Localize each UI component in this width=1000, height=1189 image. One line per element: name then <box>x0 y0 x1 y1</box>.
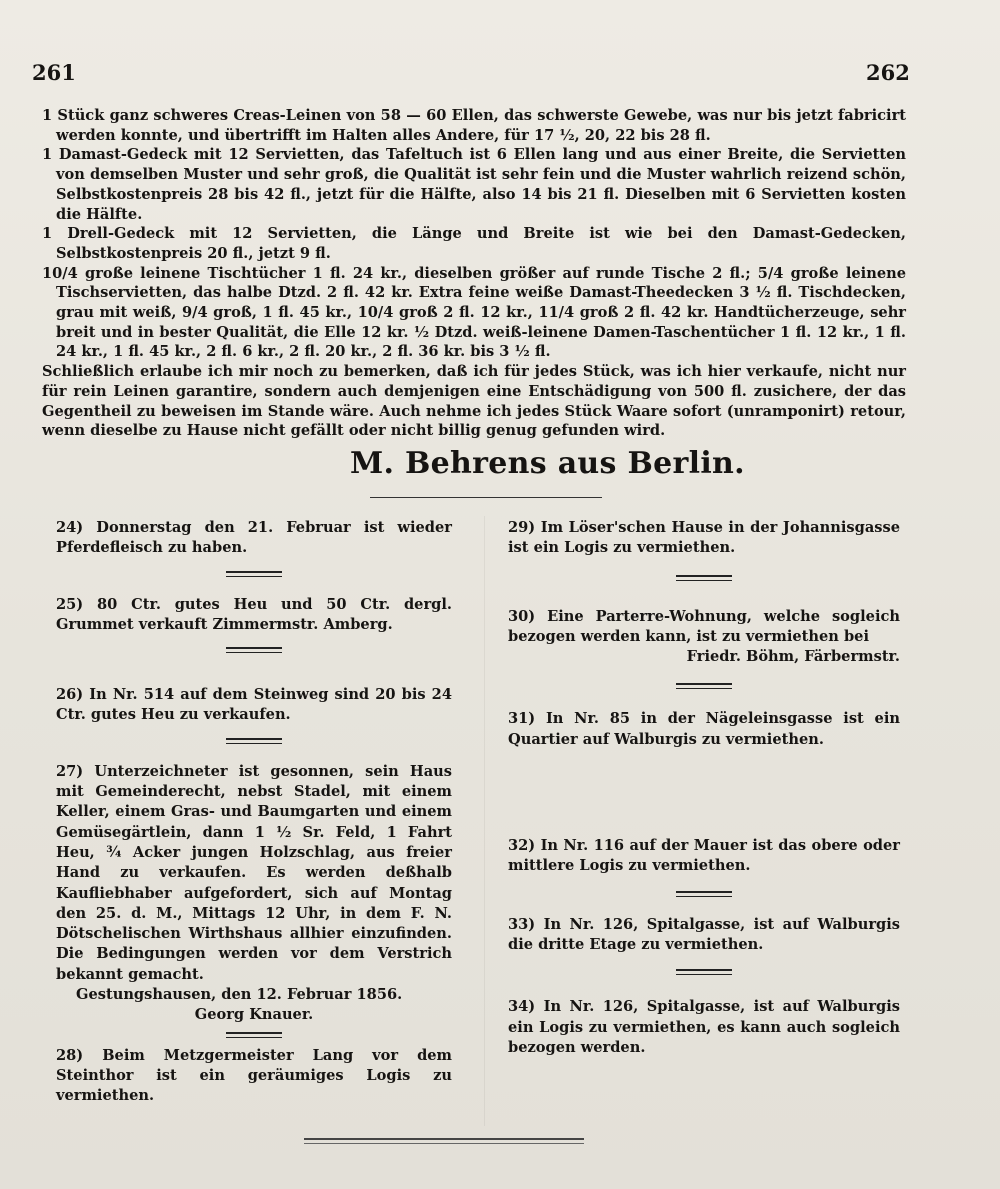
ad-28: 28) Beim Metzgermeister Lang vor dem Steinthor ist ein geräumiges Logis zu vermiethen. <box>56 1046 452 1105</box>
page-number-right: 262 <box>866 60 910 85</box>
ad-31: 31) In Nr. 85 in der Nägeleinsgasse ist ein Quartier auf Walburgis zu vermiethen. <box>508 710 900 748</box>
ad-25: 25) 80 Ctr. gutes Heu und 50 Ctr. dergl. Grummet verkauft Zimmermstr. Amberg. <box>56 595 452 633</box>
item-creas-linen: 1 Stück ganz schweres Creas-Leinen von 58 — 60 Ellen, das schwerste Gewebe, was nur bis jetzt fabricirt werden konnte, und übertrifft im Halten alles Andere, für 17 ½, 20, 22 bis 28 fl. <box>42 107 906 144</box>
ad-30: 30) Eine Parterre-Wohnung, welche sogleich bezogen werden kann, ist zu vermiethen bei <box>508 607 900 645</box>
separator <box>226 571 282 577</box>
item-drill-set: 1 Drell-Gedeck mit 12 Servietten, die Länge und Breite ist wie bei den Damast-Gedecken, Selbstkostenpreis 20 fl., jetzt 9 fl. <box>42 225 906 262</box>
separator <box>676 683 732 689</box>
left-column <box>56 518 452 1107</box>
ad-27: 27) Unterzeichneter ist gesonnen, sein Haus mit Gemeinderecht, nebst Stadel, mit einem Keller, einem Gras- und Baumgarten und einem Gemüsegärtlein, dann 1 ½ Sr. Feld, 1 Fahrt Heu, ¾ Acker jungen Holzschlag, aus freier Hand zu verkaufen. Es werden deßhalb Kaufliebhaber aufgefordert, sich auf Montag den 25. d. M., Mittags 12 Uhr, in dem F. N. Dötschelischen Wirthshaus allhier einzufinden. Die Bedingungen werden vor dem Verstrich bekannt gemacht. <box>56 762 452 983</box>
separator <box>226 738 282 744</box>
ad-29: 29) Im Löser'schen Hause in der Johannisgasse ist ein Logis zu vermiethen. <box>508 519 900 557</box>
advertisement-behrens <box>42 106 906 441</box>
ad-26: 26) In Nr. 514 auf dem Steinweg sind 20 bis 24 Ctr. gutes Heu zu verkaufen. <box>56 686 452 724</box>
guarantee-paragraph: Schließlich erlaube ich mir noch zu bemerken, daß ich für jedes Stück, was ich hier verkaufe, nicht nur für rein Leinen garantire, sondern auch demjenigen eine Entschädigung von 500 fl. zusichere, der das Gegentheil zu beweisen im Stande wäre. Auch nehme ich jedes Stück Waare sofort (unramponirt) retour, wenn dieselbe zu Hause nicht gefällt oder nicht billig genug gefunden wird. <box>42 363 906 440</box>
right-column <box>508 518 900 1058</box>
ad-27-signature: Georg Knauer. <box>194 1006 314 1024</box>
ad-24: 24) Donnerstag den 21. Februar ist wieder Pferdefleisch zu haben. <box>56 519 452 557</box>
item-damask-set: 1 Damast-Gedeck mit 12 Servietten, das Tafeltuch ist 6 Ellen lang und aus einer Breite, die Servietten von demselben Muster und sehr groß, die Qualität ist sehr fein und die Muster wahrlich reizend schön, Selbstkostenpreis 28 bis 42 fl., jetzt für die Hälfte, also 14 bis 21 fl. Dieselben mit 6 Servietten kosten die Hälfte. <box>42 146 906 223</box>
column-gutter <box>484 516 485 1126</box>
separator <box>226 647 282 653</box>
banner-rule <box>370 497 602 498</box>
separator <box>676 575 732 581</box>
separator <box>676 969 732 975</box>
page-number-left: 261 <box>32 60 76 85</box>
separator <box>226 1032 282 1038</box>
bottom-rule <box>304 1138 584 1140</box>
ad-34: 34) In Nr. 126, Spitalgasse, ist auf Walburgis ein Logis zu vermiethen, es kann auch sogleich bezogen werden. <box>508 998 900 1056</box>
bottom-rule <box>304 1143 584 1144</box>
ad-33: 33) In Nr. 126, Spitalgasse, ist auf Walburgis die dritte Etage zu vermiethen. <box>508 915 900 953</box>
item-tablecloths: 10/4 große leinene Tischtücher 1 fl. 24 kr., dieselben größer auf runde Tische 2 fl.; 5/4 große leinene Tischservietten, das halbe Dtzd. 2 fl. 42 kr. Extra feine weiße Damast-Theedecken 3 ½ fl. Tischdecken, grau mit weiß, 9/4 groß, 1 fl. 45 kr., 10/4 groß 2 fl. 12 kr., 11/4 groß 2 fl. 42 kr. Handtücherzeuge, sehr breit und in bester Qualität, die Elle 12 kr. ½ Dtzd. weiß-leinene Damen-Taschentücher 1 fl. 12 kr., 1 fl. 24 kr., 1 fl. 45 kr., 2 fl. 6 kr., 2 fl. 20 kr., 2 fl. 36 kr. bis 3 ½ fl. <box>42 264 906 361</box>
ad-32: 32) In Nr. 116 auf der Mauer ist das obere oder mittlere Logis zu vermiethen. <box>508 837 900 875</box>
separator <box>676 891 732 897</box>
ad-27-place-date: Gestungshausen, den 12. Februar 1856. <box>76 986 403 1004</box>
ad-30-signature: Friedr. Böhm, Färbermstr. <box>686 648 900 666</box>
advertiser-banner: M. Behrens aus Berlin. <box>350 446 745 481</box>
